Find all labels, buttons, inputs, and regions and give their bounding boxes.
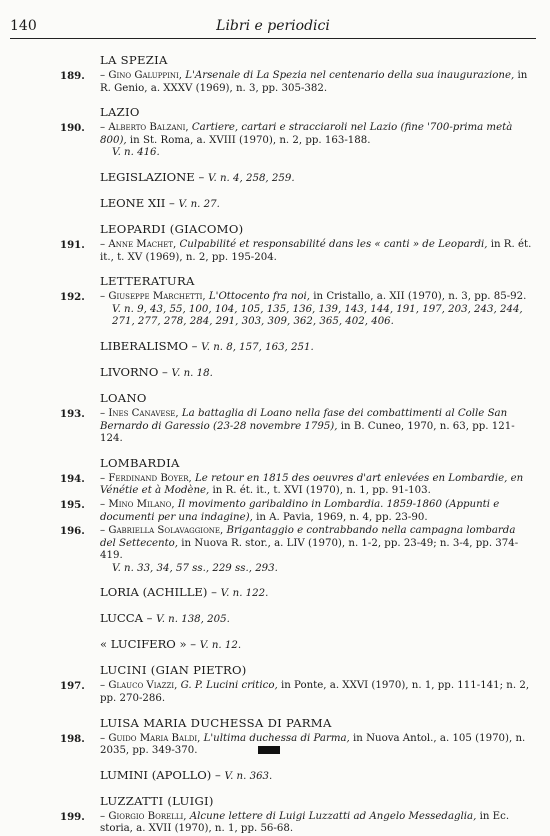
entry-body [100,525,534,575]
entry-title: L'Arsenale di La Spezia nel centenario della sua inaugurazione, [185,70,515,81]
entry-source: in Nuova R. stor., a. LIV (1970), n. 1-2, pp. 23-49; n. 3-4, pp. 374-419. [100,537,519,562]
entry-author: Giorgio Borelli, [108,810,187,822]
cross-reference [60,196,534,212]
section-heading [60,105,534,119]
redaction-mark [258,746,280,754]
entry-source: in B. Cuneo, 1970, n. 63, pp. 121-124. [100,420,515,445]
bibliography-entry [60,499,534,524]
entry-source: in Nuova Antol., a. 105 (1970), n. 2035, pp. 349-370. [100,732,526,757]
section-heading-text: LOANO [100,390,147,405]
cross-reference [60,768,534,784]
dash-separator: – [100,680,109,692]
entry-body [100,680,534,705]
entry-number: 191. [60,238,85,251]
entry-title: Il movimento garibaldino in Lombardia. 1859-1860 (Appunti e documenti per una indagine), [100,498,500,523]
dash-separator: – [142,611,157,626]
entry-number: 194. [60,472,85,485]
cross-reference [60,637,534,653]
entry-body [100,499,534,524]
entry-source: in A. Pavia, 1969, n. 4, pp. 23-90. [256,511,428,523]
section-heading [60,794,534,808]
bibliography-entry [60,811,534,836]
entry-author: Giuseppe Marchetti, [108,291,206,303]
cross-reference-numbers: V. n. 18. [171,367,213,379]
dash-separator: – [186,637,200,652]
cross-reference [60,365,534,381]
entry-title: Brigantaggio e contrabbando nella campagna lombarda del Settecento, [100,525,516,549]
section-heading-text: LAZIO [100,105,140,120]
bibliography-entry [60,408,534,446]
entry-title: G. P. Lucini critico, [180,680,278,692]
dash-separator: – [100,810,109,822]
cross-reference-label: LIBERALISMO [100,338,188,353]
dash-separator: – [187,338,202,353]
dash-separator: – [211,767,225,782]
entry-title: Alcune lettere di Luigi Luzzatti ad Angelo Messedaglia, [189,810,477,822]
entry-author: Anne Machet, [108,238,177,250]
page-number: 140 [10,18,37,34]
entry-author: Mino Milano, [108,498,175,510]
section-heading [60,456,534,470]
dash-separator: – [100,498,109,510]
cross-reference [60,611,534,627]
dash-separator: – [100,525,109,537]
entry-number: 199. [60,810,85,823]
section-heading-text: LETTERATURA [100,274,195,289]
entry-number: 197. [60,680,85,693]
cross-reference-label: LIVORNO [100,364,159,379]
section-heading [60,663,534,677]
section-heading-text: LUCINI (GIAN PIETRO) [100,663,247,678]
entry-author: Gabriella Solavaggione, [108,525,224,537]
entry-author: Ines Canavese, [108,407,179,419]
entry-source: in Cristallo, a. XII (1970), n. 3, pp. 85-92. [313,291,527,303]
dash-separator: – [100,732,109,744]
entry-number: 189. [60,70,85,82]
bibliography-entry [60,70,534,95]
bibliography-entry [60,525,534,575]
bibliography-entry [60,122,534,160]
entry-title: Cartiere, cartari e stracciaroli nel Lazio (fine '700-prima metà 800), [100,122,513,146]
entry-author: Glauco Viazzi, [108,680,178,692]
dash-separator: – [100,122,109,134]
section-heading [60,391,534,405]
entry-body [100,70,534,95]
entry-title: L'Ottocento fra noi, [208,291,311,303]
section-heading [60,53,534,67]
dash-separator: – [100,472,109,484]
entry-number: 190. [60,122,85,135]
cross-reference-label: LEGISLAZIONE [100,169,195,184]
cross-reference [60,585,534,601]
section-heading [60,274,534,288]
entry-cross-reference: V. n. 416. [112,147,160,159]
bibliography-entry [60,239,534,264]
cross-reference-numbers: V. n. 27. [178,198,220,210]
cross-reference-numbers: V. n. 8, 157, 163, 251. [201,341,314,353]
cross-reference-numbers: V. n. 363. [224,770,273,782]
dash-separator: – [100,238,109,250]
entry-number: 198. [60,732,85,745]
section-heading [60,716,534,730]
entry-body [100,239,534,264]
entry-body [100,408,534,446]
bibliography-entry [60,733,534,758]
section-heading-text: LEOPARDI (GIACOMO) [100,221,244,236]
running-header [10,18,536,38]
entry-number: 193. [60,407,85,420]
header-rule [10,38,536,39]
running-title: Libri e periodici [216,18,330,34]
dash-separator: – [100,407,109,419]
cross-reference-label: LUMINI (APOLLO) [100,767,212,782]
section-heading-text: LOMBARDIA [100,455,180,470]
section-heading-text: LUZZATTI (LUIGI) [100,793,214,808]
entry-source: in R. Genio, a. XXXV (1969), n. 3, pp. 305-382. [100,70,528,94]
bibliography-entry [60,473,534,498]
entry-source: in R. ét. it., t. XV (1969), n. 2, pp. 195-204. [100,238,532,263]
entry-cross-reference: V. n. 33, 34, 57 ss., 229 ss., 293. [112,562,278,574]
entry-number: 196. [60,525,85,538]
cross-reference-numbers: V. n. 122. [220,588,269,600]
entry-title: Culpabilité et responsabilité dans les « canti » de Leopardi, [179,238,488,250]
entry-title: Le retour en 1815 des oeuvres d'art enlevées en Lombardie, en Vénétie et à Modène, [100,472,524,497]
section-heading-text: LA SPEZIA [100,53,168,67]
entry-body [100,291,534,329]
entry-cross-reference: V. n. 9, 43, 55, 100, 104, 105, 135, 136, 139, 143, 144, 191, 197, 203, 243, 244, 271, 277, 278, 284, 291, 303, 309, 362, 365, 402, 406. [112,303,523,328]
entry-source: in Ponte, a. XXVI (1970), n. 1, pp. 111-141; n. 2, pp. 270-286. [100,680,530,705]
dash-separator: – [165,195,179,210]
entry-author: Guido Maria Baldi, [108,732,201,744]
entry-body [100,811,534,836]
entry-number: 195. [60,498,85,511]
entry-author: Ferdinand Boyer, [108,472,192,484]
dash-separator: – [100,291,109,303]
entry-body [100,122,534,160]
cross-reference [60,170,534,186]
cross-reference [60,339,534,355]
entry-title: La battaglia di Loano nella fase dei combattimenti al Colle San Bernardo di Garessio (23-28 novembre 1795), [100,407,508,432]
dash-separator: – [158,364,172,379]
cross-reference-numbers: V. n. 4, 258, 259. [207,172,295,184]
entry-source: in St. Roma, a. XVIII (1970), n. 2, pp. 163-188. [129,134,371,146]
entry-author: Alberto Balzani, [108,122,189,134]
dash-separator: – [194,169,208,184]
bibliography-list [60,45,534,836]
dash-separator: – [207,585,221,600]
cross-reference-numbers: V. n. 12. [199,640,242,652]
cross-reference-label: « LUCIFERO » [100,637,187,652]
cross-reference-label: LUCCA [100,611,143,626]
cross-reference-numbers: V. n. 138, 205. [156,614,230,626]
entry-author: Gino Galuppini, [108,70,183,81]
dash-separator: – [100,70,109,81]
entry-body [100,733,534,758]
bibliography-entry [60,680,534,705]
entry-body [100,473,534,498]
cross-reference-label: LEONE XII [100,195,166,210]
entry-title: L'ultima duchessa di Parma, [203,732,350,744]
section-heading-text: LUISA MARIA DUCHESSA DI PARMA [100,715,332,730]
cross-reference-label: LORIA (ACHILLE) [100,585,208,600]
section-heading [60,222,534,236]
entry-source: in Ec. storia, a. XVII (1970), n. 1, pp. 56-68. [100,810,510,835]
bibliography-entry [60,291,534,329]
entry-number: 192. [60,291,85,304]
entry-source: in R. ét. it., t. XVI (1970), n. 1, pp. 91-103. [212,485,431,497]
